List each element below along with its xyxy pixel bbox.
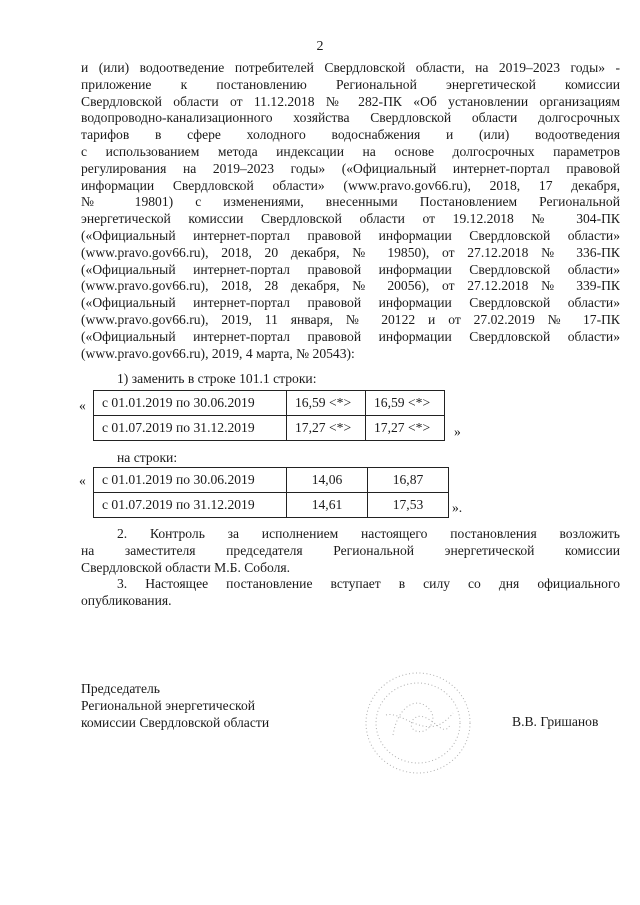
replace-label: 1) заменить в строке 101.1 строки: [117, 371, 317, 386]
period-cell: с 01.07.2019 по 31.12.2019 [94, 416, 287, 441]
text-line: опубликования. [81, 592, 172, 608]
value-cell: 17,27 <*> [366, 416, 445, 441]
table-row [94, 391, 445, 416]
item-2-paragraph [81, 526, 620, 576]
text-line: 3. Настоящее постановление вступает в силу со дня официального [117, 576, 620, 591]
value-cell: 17,27 <*> [287, 416, 366, 441]
text-line: тарифов в сфере холодного водоснабжения и (или) водоотведения [81, 127, 620, 143]
text-line: 2. Контроль за исполнением настоящего постановления возложить [117, 526, 620, 541]
table-row [94, 416, 445, 441]
new-values-table [93, 467, 449, 518]
signatory-title-line: комиссии Свердловской области [81, 714, 270, 730]
table-row [94, 468, 449, 493]
text-line: Свердловской области от 11.12.2018 № 282-ПК «Об установлении организациям [81, 93, 620, 109]
value-cell: 14,61 [287, 493, 368, 518]
text-line: энергетической комиссии Свердловской области от 19.12.2018 № 304-ПК [81, 211, 620, 227]
text-line: с использованием метода индексации на основе долгосрочных параметров [81, 143, 620, 159]
text-line: (www.pravo.gov66.ru), 2019, 4 марта, № 20543): [81, 345, 355, 361]
text-line: (www.pravo.gov66.ru), 2018, 28 декабря, № 20056), от 27.12.2018 № 339-ПК [81, 278, 620, 294]
page-number: 2 [316, 39, 324, 54]
close-quote: ». [452, 500, 463, 515]
text-line: на заместителя председателя Региональной энергетической комиссии [81, 542, 620, 558]
preamble-paragraph [81, 60, 620, 362]
value-cell: 16,59 <*> [366, 391, 445, 416]
open-quote: « [79, 398, 86, 413]
text-line: регулирования на 2019–2023 годы» («Официальный интернет-портал правовой [81, 160, 620, 176]
text-line: водопроводно-канализационного хозяйства Свердловской области долгосрочных [81, 110, 620, 126]
text-line: и (или) водоотведение потребителей Свердловской области, на 2019–2023 годы» - [81, 60, 620, 75]
old-values-table [93, 390, 445, 441]
text-line: («Официальный интернет-портал правовой информации Свердловской области» [81, 261, 620, 277]
period-cell: с 01.01.2019 по 30.06.2019 [94, 391, 287, 416]
text-line: Свердловской области М.Б. Соболя. [81, 559, 291, 575]
text-line: («Официальный интернет-портал правовой информации Свердловской области» [81, 328, 620, 344]
value-cell: 17,53 [368, 493, 449, 518]
value-cell: 14,06 [287, 468, 368, 493]
open-quote: « [79, 473, 86, 488]
signature-block [81, 681, 269, 731]
signatory-name: В.В. Гришанов [512, 714, 599, 729]
period-cell: с 01.07.2019 по 31.12.2019 [94, 493, 287, 518]
text-line: («Официальный интернет-портал правовой информации Свердловской области» [81, 295, 620, 311]
text-line: («Официальный интернет-портал правовой информации Свердловской области» [81, 227, 620, 243]
with-label: на строки: [117, 450, 178, 465]
period-cell: с 01.01.2019 по 30.06.2019 [94, 468, 287, 493]
table-row [94, 493, 449, 518]
value-cell: 16,87 [368, 468, 449, 493]
close-quote: » [454, 424, 461, 439]
item-3-paragraph [81, 576, 620, 610]
text-line: (www.pravo.gov66.ru), 2019, 11 января, № 20122 и от 27.02.2019 № 17-ПК [81, 311, 620, 327]
value-cell: 16,59 <*> [287, 391, 366, 416]
text-line: № 19801) с изменениями, внесенными Постановлением Региональной [81, 194, 620, 210]
signatory-title-line: Региональной энергетической [81, 697, 256, 713]
signatory-title-line: Председатель [81, 681, 160, 696]
text-line: приложение к постановлению Региональной энергетической комиссии [81, 76, 620, 92]
handwritten-signature-stamp-icon [358, 665, 478, 780]
text-line: информации Свердловской области» (www.pravo.gov66.ru), 2018, 17 декабря, [81, 177, 620, 193]
text-line: (www.pravo.gov66.ru), 2018, 20 декабря, № 19850), от 27.12.2018 № 336-ПК [81, 244, 620, 260]
